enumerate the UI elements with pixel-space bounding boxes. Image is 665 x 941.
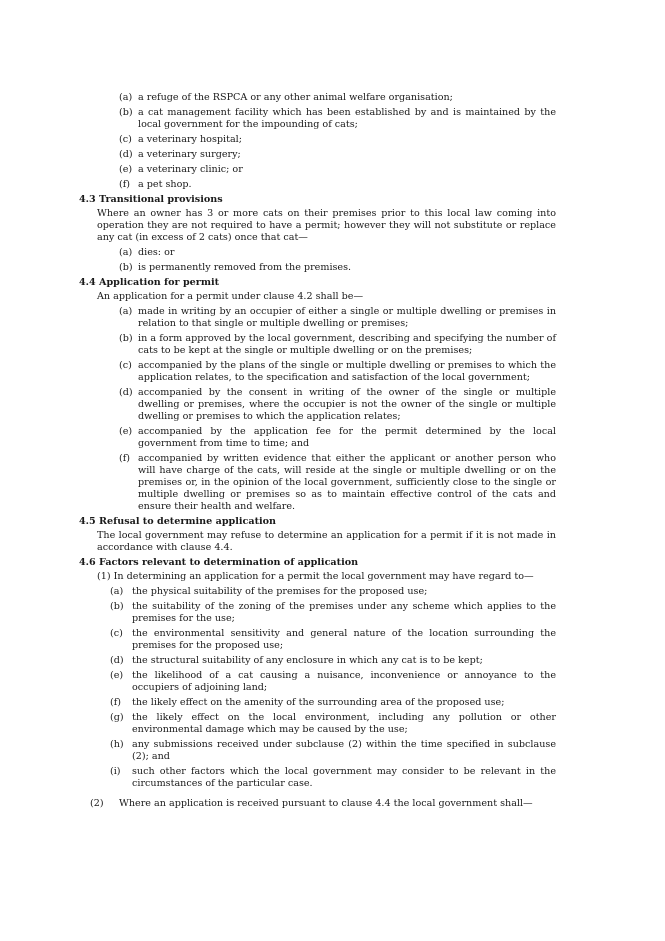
list-item: (h) any submissions received under subclause (2) within the time specified in subclause (2); and: [110, 739, 556, 762]
subclause-1: (1) In determining an application for a permit the local government may have regard to—: [97, 571, 534, 582]
list-item: (f) the likely effect on the amenity of the surrounding area of the proposed use;: [110, 697, 505, 708]
section-heading-4-6: 4.6 Factors relevant to determination of application: [79, 557, 359, 568]
list-item: (e) a veterinary clinic; or: [119, 164, 243, 175]
document-page: [0, 92, 665, 810]
section-paragraph-4-5: The local government may refuse to determine an application for a permit if it is not made in accordance with clause 4.4.: [97, 530, 556, 553]
section-heading-4-5: 4.5 Refusal to determine application: [79, 516, 277, 527]
list-4-6: [0, 586, 665, 790]
list-item: (d) a veterinary surgery;: [119, 149, 241, 160]
list-item: (d) the structural suitability of any enclosure in which any cat is to be kept;: [110, 655, 483, 666]
section-paragraph-4-4: An application for a permit under clause 4.2 shall be—: [97, 291, 364, 302]
list-item: (b) the suitability of the zoning of the premises under any scheme which applies to the premises for the use;: [110, 601, 556, 624]
list-item: (e) the likelihood of a cat causing a nuisance, inconvenience or annoyance to the occupiers of adjoining land;: [110, 670, 556, 693]
list-item: (f) accompanied by written evidence that either the applicant or another person who will have charge of the cats, will reside at the single or multiple dwelling or on the premises or, in the opinion of the local government, sufficiently close to the single or multiple dwelling or premises so as to maintain effective control of the cats and ensure their health and welfare.: [119, 453, 556, 512]
list-item: (d) accompanied by the consent in writing of the owner of the single or multiple dwelling or premises, where the occupier is not the owner of the single or multiple dwelling or premises to which the application relates;: [119, 387, 556, 422]
subclause-2: (2) Where an application is received pursuant to clause 4.4 the local government shall—: [90, 798, 533, 809]
list-item: (g) the likely effect on the local environment, including any pollution or other environmental damage which may be caused by the use;: [110, 712, 556, 735]
list-item: (c) accompanied by the plans of the single or multiple dwelling or premises to which the application relates, to the specification and satisfaction of the local government;: [119, 360, 556, 383]
list-item: (e) accompanied by the application fee for the permit determined by the local government from time to time; and: [119, 426, 556, 449]
list-item: (b) a cat management facility which has been established by and is maintained by the local government for the impounding of cats;: [119, 107, 556, 130]
list-item: (c) the environmental sensitivity and general nature of the location surrounding the premises for the proposed use;: [110, 628, 556, 651]
section-heading-4-3: 4.3 Transitional provisions: [79, 194, 223, 205]
list-item: (a) a refuge of the RSPCA or any other animal welfare organisation;: [119, 92, 453, 103]
list-4-2: [0, 92, 665, 191]
list-item: (b) is permanently removed from the premises.: [119, 262, 352, 273]
list-item: (a) made in writing by an occupier of either a single or multiple dwelling or premises in relation to that single or multiple dwelling or premises;: [119, 306, 556, 329]
list-item: (a) the physical suitability of the premises for the proposed use;: [110, 586, 428, 597]
list-item: (i) such other factors which the local government may consider to be relevant in the circumstances of the particular case.: [110, 766, 556, 789]
list-4-3: [0, 247, 665, 274]
list-item: (f) a pet shop.: [119, 179, 192, 190]
list-4-4: [0, 306, 665, 513]
list-item: (b) in a form approved by the local government, describing and specifying the number of cats to be kept at the single or multiple dwelling or on the premises;: [119, 333, 556, 356]
section-paragraph-4-3: Where an owner has 3 or more cats on their premises prior to this local law coming into operation they are not required to have a permit; however they will not substitute or replace any cat (in excess of 2 cats) once that cat—: [97, 208, 556, 243]
list-item: (c) a veterinary hospital;: [119, 134, 242, 145]
section-heading-4-4: 4.4 Application for permit: [79, 277, 220, 288]
list-item: (a) dies: or: [119, 247, 175, 258]
